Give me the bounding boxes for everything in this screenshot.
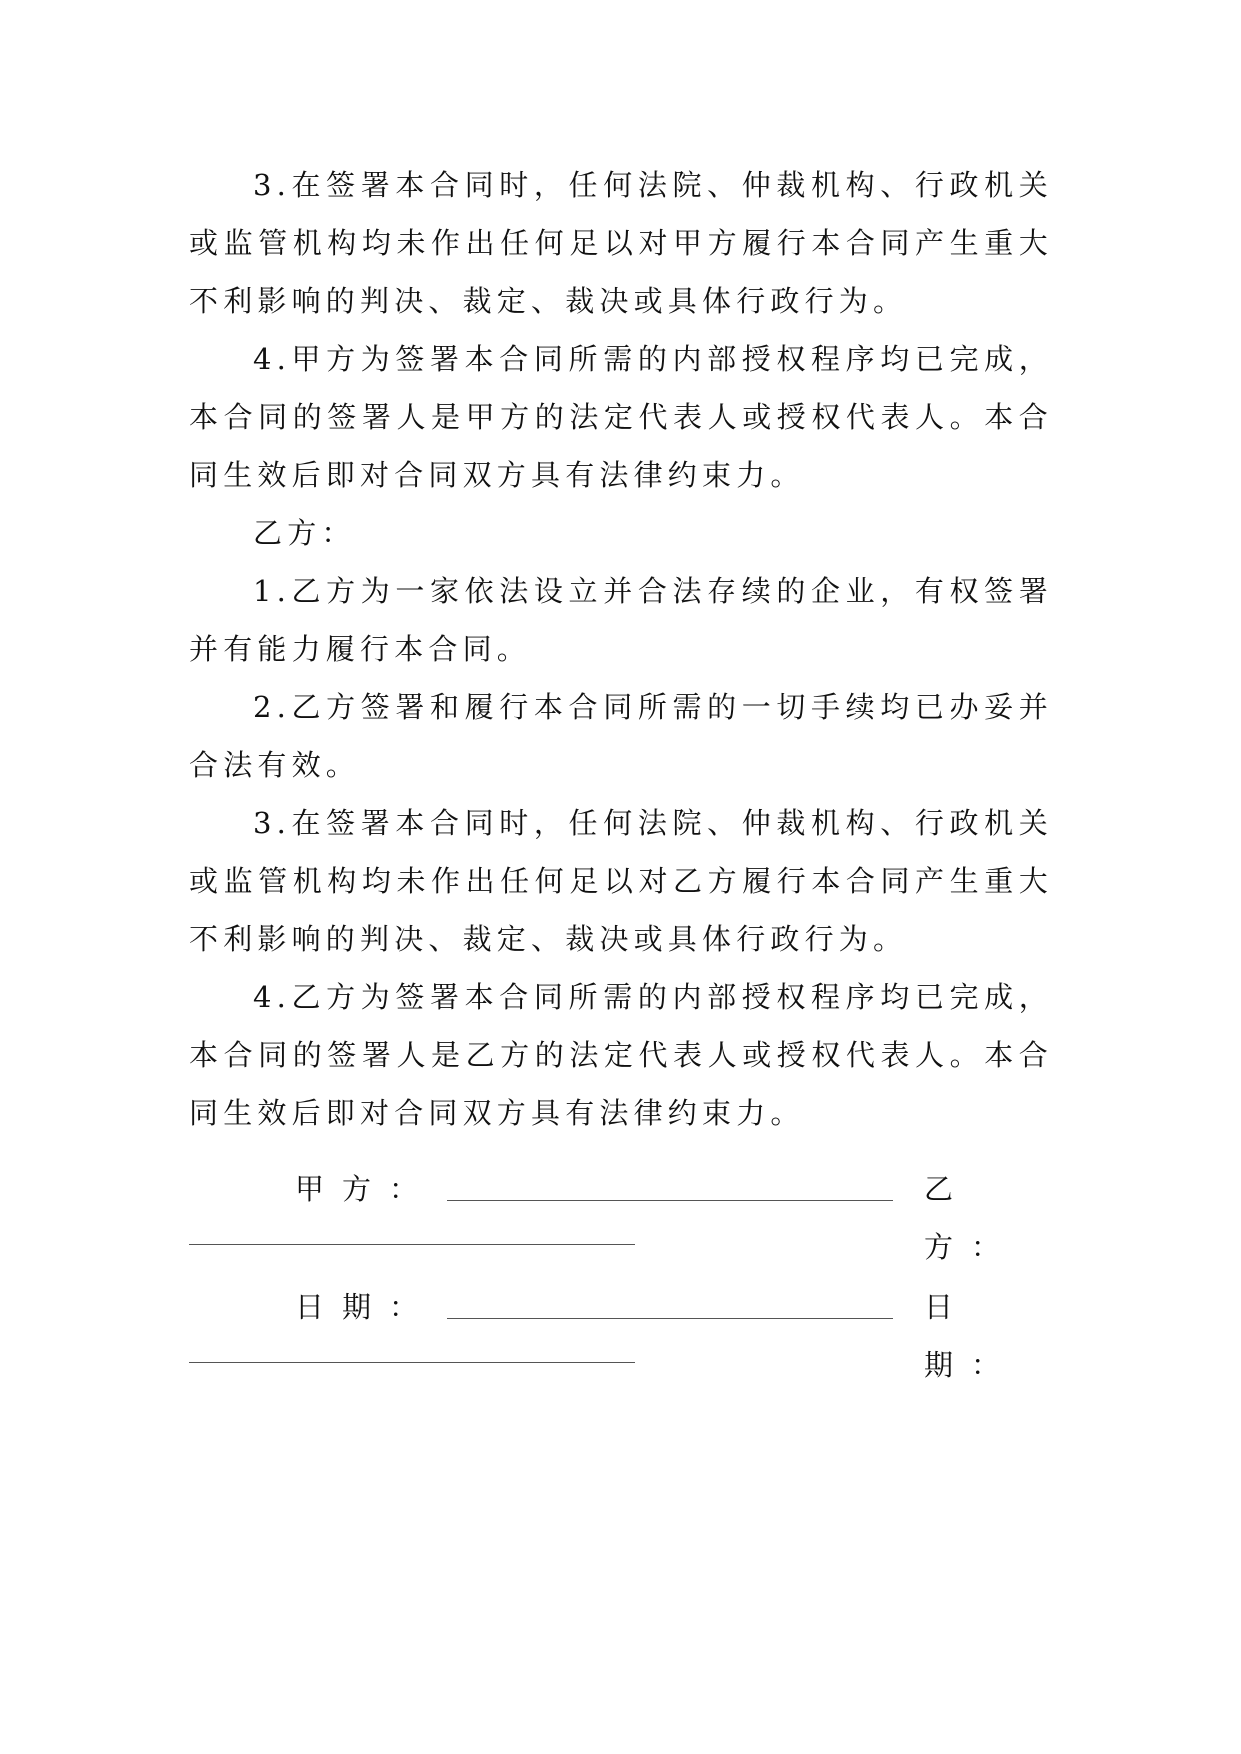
contract-body <box>189 156 1053 1142</box>
clause-b-3: 3.在签署本合同时，任何法院、仲裁机构、行政机关或监管机构均未作出任何足以对乙方履行本合同产生重大不利影响的判决、裁定、裁决或具体行政行为。 <box>189 806 1053 956</box>
clause-a-4: 4.甲方为签署本合同所需的内部授权程序均已完成，本合同的签署人是甲方的法定代表人或授权代表人。本合同生效后即对合同双方具有法律约束力。 <box>189 342 1053 492</box>
clause-b-4: 4.乙方为签署本合同所需的内部授权程序均已完成，本合同的签署人是乙方的法定代表人或授权代表人。本合同生效后即对合同双方具有法律约束力。 <box>189 980 1053 1130</box>
clause-b-2: 2.乙方签署和履行本合同所需的一切手续均已办妥并合法有效。 <box>189 690 1053 782</box>
party-a-label: 甲方： <box>295 1172 437 1206</box>
signature-date-row <box>189 1278 1053 1382</box>
signature-party-row <box>189 1160 1053 1264</box>
clause-a-3: 3.在签署本合同时，任何法院、仲裁机构、行政机关或监管机构均未作出任何足以对甲方履行本合同产生重大不利影响的判决、裁定、裁决或具体行政行为。 <box>189 168 1053 318</box>
party-b-label: 乙方： <box>924 1172 1019 1264</box>
clause-b-1: 1.乙方为一家依法设立并合法存续的企业，有权签署并有能力履行本合同。 <box>189 574 1053 666</box>
party-b-signature-line <box>189 1244 635 1245</box>
date-a-label: 日期： <box>295 1290 437 1324</box>
date-b-label: 日期： <box>924 1290 1019 1382</box>
date-a-line <box>447 1318 893 1319</box>
party-b-heading: 乙方： <box>253 516 356 550</box>
party-a-signature-line <box>447 1200 893 1201</box>
date-b-line <box>189 1362 635 1363</box>
